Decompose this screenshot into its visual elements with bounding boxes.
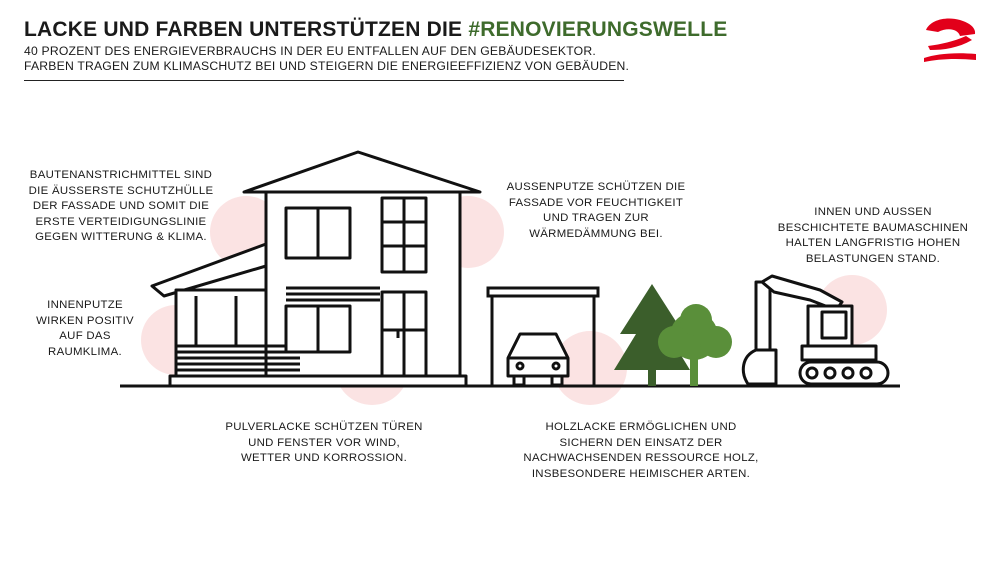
subtitle-line-2: FARBEN TRAGEN ZUM KLIMASCHUTZ BEI UND STEIGERN DIE ENERGIEEFFIZIENZ VON GEBÄUDEN. [24, 59, 630, 73]
annotation-pulverlacke [224, 420, 424, 467]
annotation-line: SICHERN DEN EINSATZ DER [559, 436, 723, 449]
annotation-line: BESCHICHTETE BAUMASCHINEN [777, 221, 969, 234]
annotation-line: AUSSENPUTZE SCHÜTZEN DIE [506, 181, 686, 193]
annotation-line: INNENPUTZE [47, 299, 123, 311]
annotation-holzlacke [516, 420, 766, 482]
annotation-line: ERSTE VERTEIDIGUNGSLINIE [35, 215, 207, 228]
annotation-line: BELASTUNGEN STAND. [805, 252, 941, 265]
annotation-baumaschinen [770, 205, 976, 267]
title-hashtag: #RENOVIERUNGSWELLE [468, 18, 728, 41]
annotation-line: DIE ÄUSSERSTE SCHUTZHÜLLE [28, 184, 214, 197]
annotation-line: WÄRMEDÄMMUNG BEI. [529, 227, 663, 240]
annotation-line: FASSADE VOR FEUCHTIGKEIT [508, 196, 684, 209]
annotation-line: INSBESONDERE HEIMISCHER ARTEN. [531, 467, 751, 480]
annotation-line: HOLZLACKE ERMÖGLICHEN UND [545, 421, 737, 433]
annotation-line: WIRKEN POSITIV [36, 314, 134, 327]
annotation-bautenanstrichmittel [24, 168, 218, 246]
title-main: LACKE UND FARBEN UNTERSTÜTZEN DIE [24, 18, 469, 41]
annotation-line: WETTER UND KORROSSION. [240, 452, 408, 464]
annotation-line: GEGEN WITTERUNG & KLIMA. [35, 231, 207, 243]
annotation-line: DER FASSADE UND SOMIT DIE [32, 200, 210, 212]
annotation-line: RAUMKLIMA. [48, 345, 122, 358]
annotation-line: HALTEN LANGFRISTIG HOHEN [785, 237, 961, 249]
annotation-line: AUF DAS [59, 330, 111, 342]
subtitle-line-1: 40 PROZENT DES ENERGIEVERBRAUCHS IN DER EU ENTFALLEN AUF DEN GEBÄUDESEKTOR. [24, 44, 596, 58]
annotation-line: BAUTENANSTRICHMITTEL SIND [29, 169, 213, 181]
annotation-line: UND TRAGEN ZUR [543, 212, 649, 224]
car-icon [508, 334, 568, 385]
annotation-line: INNEN UND AUSSEN [814, 206, 932, 218]
annotation-line: PULVERLACKE SCHÜTZEN TÜREN [225, 421, 423, 433]
annotation-line: UND FENSTER VOR WIND, [248, 436, 400, 449]
annotation-line: NACHWACHSENDEN RESSOURCE HOLZ, [523, 452, 759, 464]
annotation-innenputze [30, 298, 140, 360]
annotation-aussenputze [498, 180, 694, 242]
